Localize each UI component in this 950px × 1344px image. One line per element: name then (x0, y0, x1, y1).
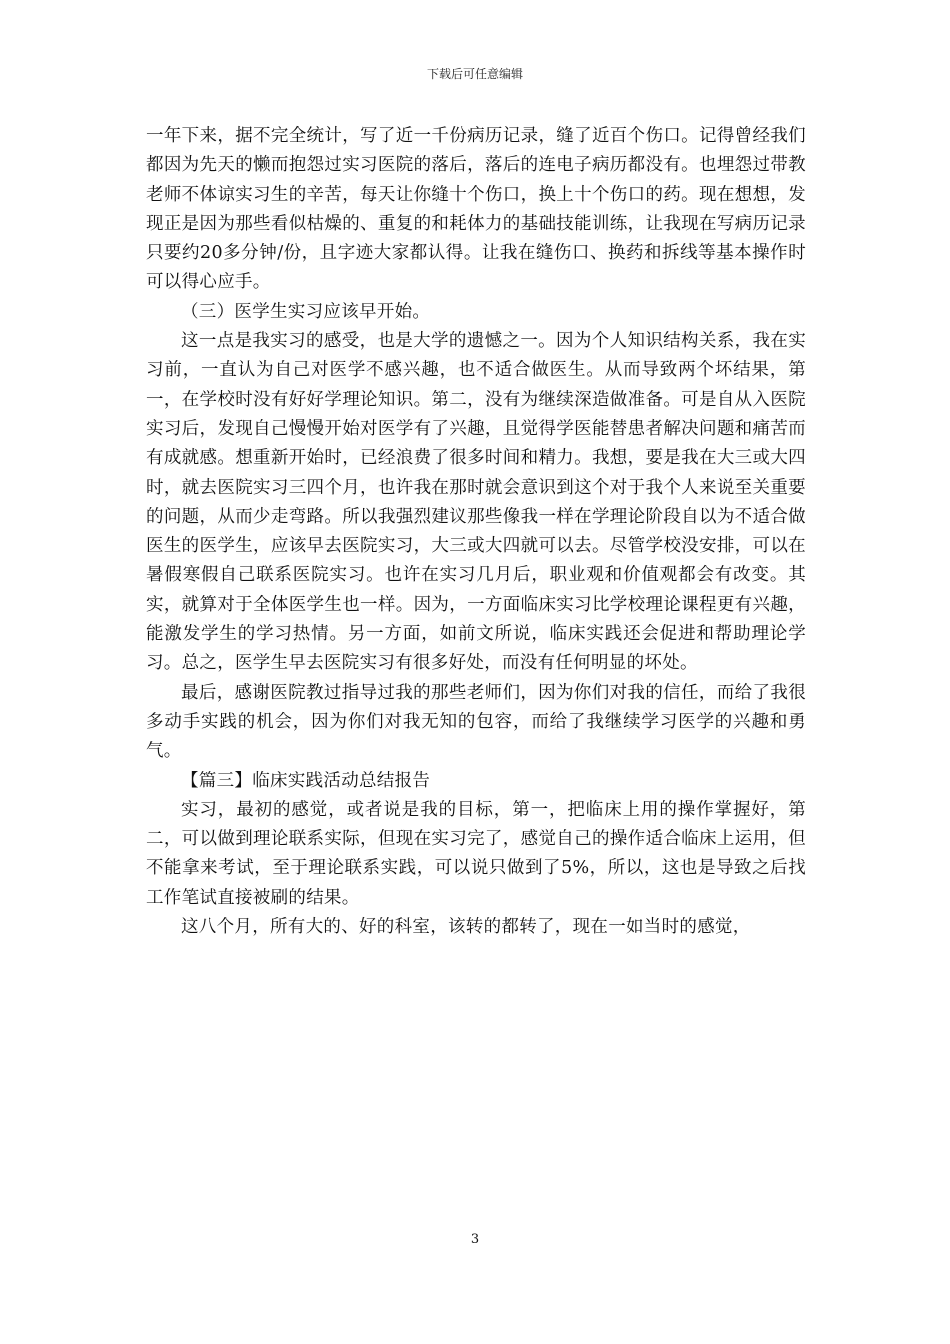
paragraph-continued: 一年下来，据不完全统计，写了近一千份病历记录，缝了近百个伤口。记得曾经我们都因为先天的懒而抱怨过实习医院的落后，落后的连电子病历都没有。也埋怨过带教老师不体谅实习生的辛苦，每天让你缝十个伤口，换上十个伤口的药。现在想想，发现正是因为那些看似枯燥的、重复的和耗体力的基础技能训练，让我现在写病历记录只要约20多分钟/份，且字迹大家都认得。让我在缝伤口、换药和拆线等基本操作时可以得心应手。 (146, 126, 806, 293)
page-header: 下载后可任意编辑 (426, 67, 523, 81)
paragraph-early-internship: 这一点是我实习的感受，也是大学的遗憾之一。因为个人知识结构关系，我在实习前，一直认为自己对医学不感兴趣，也不适合做医生。从而导致两个坏结果，第一，在学校时没有好好学理论知识。第二，没有为继续深造做准备。可是自从入医院实习后，发现自己慢慢开始对医学有了兴趣，且觉得学医能替患者解决问题和痛苦而有成就感。想重新开始时，已经浪费了很多时间和精力。我想，要是我在大三或大四时，就去医院实习三四个月，也许我在那时就会意识到这个对于我个人来说至关重要的问题，从而少走弯路。所以我强烈建议那些像我一样在学理论阶段自以为不适合做医生的医学生，应该早去医院实习，大三或大四就可以去。尽管学校没安排，可以在暑假寒假自己联系医院实习。也许在实习几月后，职业观和价值观都会有改变。其实，就算对于全体医学生也一样。因为，一方面临床实习比学校理论课程更有兴趣，能激发学生的学习热情。另一方面，如前文所说，临床实践还会促进和帮助理论学习。总之，医学生早去医院实习有很多好处，而没有任何明显的坏处。 (146, 331, 806, 674)
paragraph-internship-goals: 实习，最初的感觉，或者说是我的目标，第一，把临床上用的操作掌握好，第二，可以做到理论联系实际，但现在实习完了，感觉自己的操作适合临床上运用，但不能拿来考试，至于理论联系实践，可以说只做到了5%，所以，这也是导致之后找工作笔试直接被刷的结果。 (146, 799, 806, 908)
paragraph-thanks: 最后，感谢医院教过指导过我的那些老师们，因为你们对我的信任，而给了我很多动手实践的机会，因为你们对我无知的包容，而给了我继续学习医学的兴趣和勇气。 (146, 682, 806, 762)
paragraph-eight-months: 这八个月，所有大的、好的科室，该转的都转了，现在一如当时的感觉， (181, 917, 751, 938)
document-body (146, 122, 806, 942)
page-number: 3 (470, 1232, 480, 1247)
section-heading-three: （三）医学生实习应该早开始。 (181, 301, 431, 322)
article-heading-part-three: 【篇三】临床实践活动总结报告 (181, 770, 431, 791)
